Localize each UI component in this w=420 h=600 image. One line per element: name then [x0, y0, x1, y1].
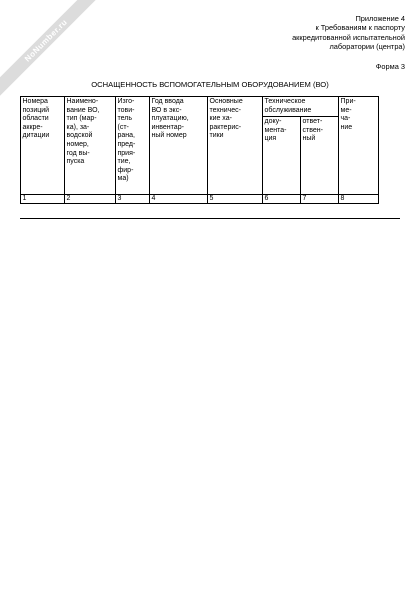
column-number-cell: 8: [339, 195, 379, 204]
subheader-cell-documentation: доку- мента- ция: [263, 117, 301, 195]
appendix-line: лаборатории (центра): [329, 42, 405, 52]
column-number-cell: 4: [150, 195, 208, 204]
appendix-line: к Требованиям к паспорту: [315, 23, 405, 33]
header-cell-characteristics: Основные техничес- кие ха- рактерис- тики: [208, 97, 263, 195]
subheader-cell-responsible: ответ- ствен- ный: [301, 117, 339, 195]
appendix-line: аккредитованной испытательной: [292, 32, 405, 42]
appendix-line: Приложение 4: [355, 14, 405, 23]
column-number-cell: 1: [21, 195, 65, 204]
page-divider: [20, 218, 400, 219]
form-label: Форма 3: [375, 62, 405, 71]
column-number-cell: 3: [116, 195, 150, 204]
column-number-cell: 7: [301, 195, 339, 204]
header-cell-maintenance: Техническое обслуживание: [263, 97, 339, 117]
column-number-cell: 6: [263, 195, 301, 204]
equipment-table: [20, 96, 379, 204]
watermark-ribbon: NoNumber.ru: [0, 0, 107, 102]
appendix-note: [225, 14, 405, 52]
table-header-row: [21, 97, 379, 117]
document-title: ОСНАЩЕННОСТЬ ВСПОМОГАТЕЛЬНЫМ ОБОРУДОВАНИЕМ (ВО): [91, 80, 329, 89]
header-cell-note: При- ме- ча- ние: [339, 97, 379, 195]
table-number-row: [21, 195, 379, 204]
column-number-cell: 5: [208, 195, 263, 204]
header-cell-positions: Номера позиций области аккре- дитации: [21, 97, 65, 195]
header-cell-manufacturer: Изго- тови- тель (ст- рана, пред- прия- тие, фир- ма): [116, 97, 150, 195]
header-cell-name: Наимено- вание ВО, тип (мар- ка), за- водской номер, год вы- пуска: [65, 97, 116, 195]
column-number-cell: 2: [65, 195, 116, 204]
header-cell-commissioning-year: Год ввода ВО в экс- плуатацию, инвентар- ный номер: [150, 97, 208, 195]
